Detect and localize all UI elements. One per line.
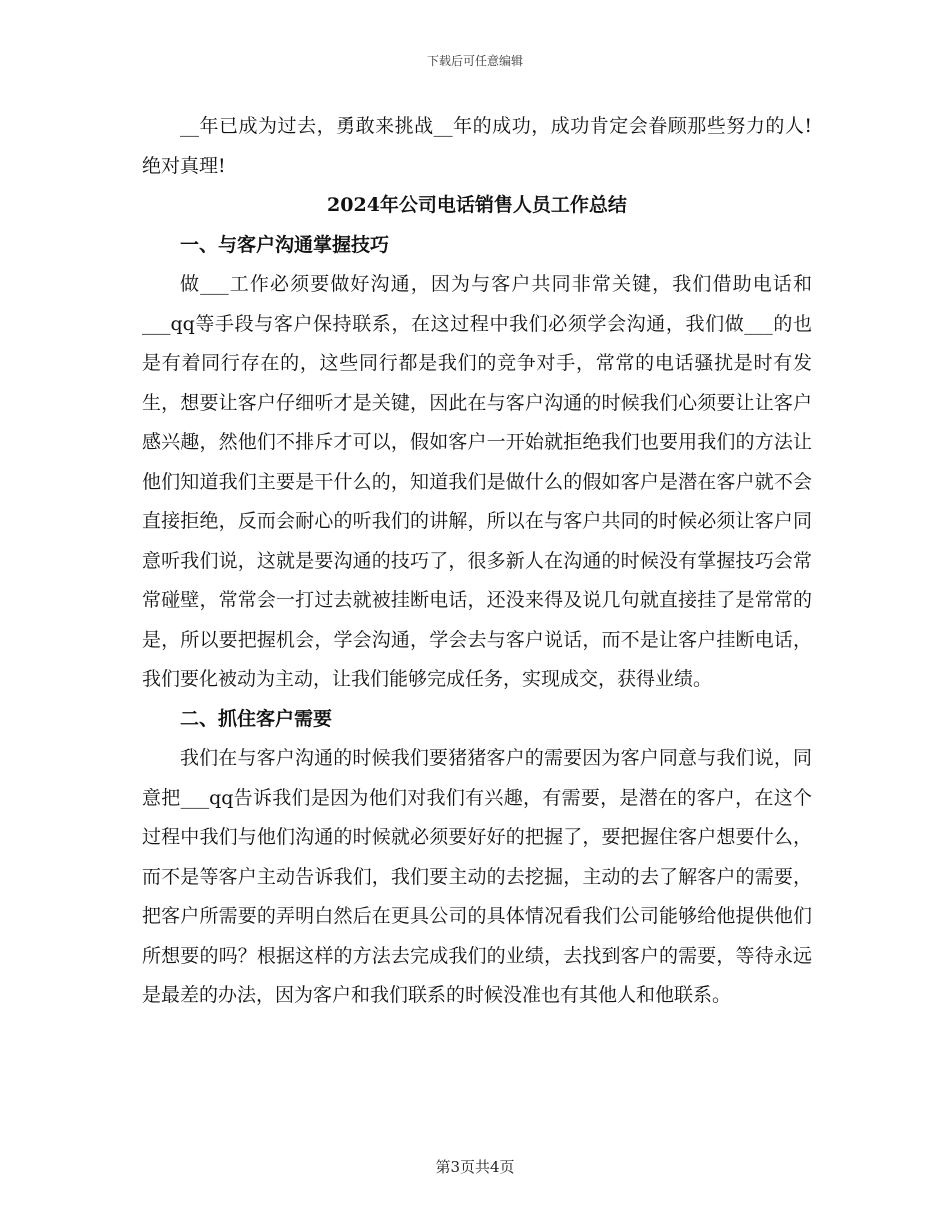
section-heading-communication: 一、与客户沟通掌握技巧	[180, 233, 390, 256]
section-body-customer-needs: 我们在与客户沟通的时候我们要猪猪客户的需要因为客户同意与我们说，同意把___qq告诉我们是因为他们对我们有兴趣，有需要，是潜在的客户，在这个过程中我们与他们沟通的时候就必须要好好的把握了，要把握住客户想要什么，而不是等客户主动告诉我们，我们要主动的去挖掘，主动的去了解客户的需要，把客户所需要的弄明白然后在更具公司的具体情况看我们公司能够给他提供他们所想要的吗？根据这样的方法去完成我们的业绩，去找到客户的需要，等待永远是最差的办法，因为客户和我们联系的时候没准也有其他人和他联系。	[142, 747, 812, 1006]
page-header: 下载后可任意编辑	[426, 54, 523, 68]
section-body-communication: 做___工作必须要做好沟通，因为与客户共同非常关键，我们借助电话和___qq等手段与客户保持联系，在这过程中我们必须学会沟通，我们做___的也是有着同行存在的，这些同行都是我们的竞争对手，常常的电话骚扰是时有发生，想要让客户仔细听才是关键，因此在与客户沟通的时候我们心须要让让客户感兴趣，然他们不排斥才可以，假如客户一开始就拒绝我们也要用我们的方法让他们知道我们主要是干什么的，知道我们是做什么的假如客户是潜在客户就不会直接拒绝，反而会耐心的听我们的讲解，所以在与客户共同的时候必须让客户同意听我们说，这就是要沟通的技巧了，很多新人在沟通的时候没有掌握技巧会常常碰壁，常常会一打过去就被挂断电话，还没来得及说几句就直接挂了是常常的是，所以要把握机会，学会沟通，学会去与客户说话，而不是让客户挂断电话，我们要化被动为主动，让我们能够完成任务，实现成交，获得业绩。	[142, 273, 812, 690]
intro-paragraph: __年已成为过去，勇敢来挑战__年的成功，成功肯定会眷顾那些努力的人!绝对真理!	[142, 115, 812, 177]
section-heading-customer-needs: 二、抓住客户需要	[180, 707, 333, 730]
document-body	[142, 107, 812, 1016]
page-number-footer: 第3页共4页	[435, 1158, 515, 1176]
document-title: 2024年公司电话销售人员工作总结	[327, 194, 627, 216]
